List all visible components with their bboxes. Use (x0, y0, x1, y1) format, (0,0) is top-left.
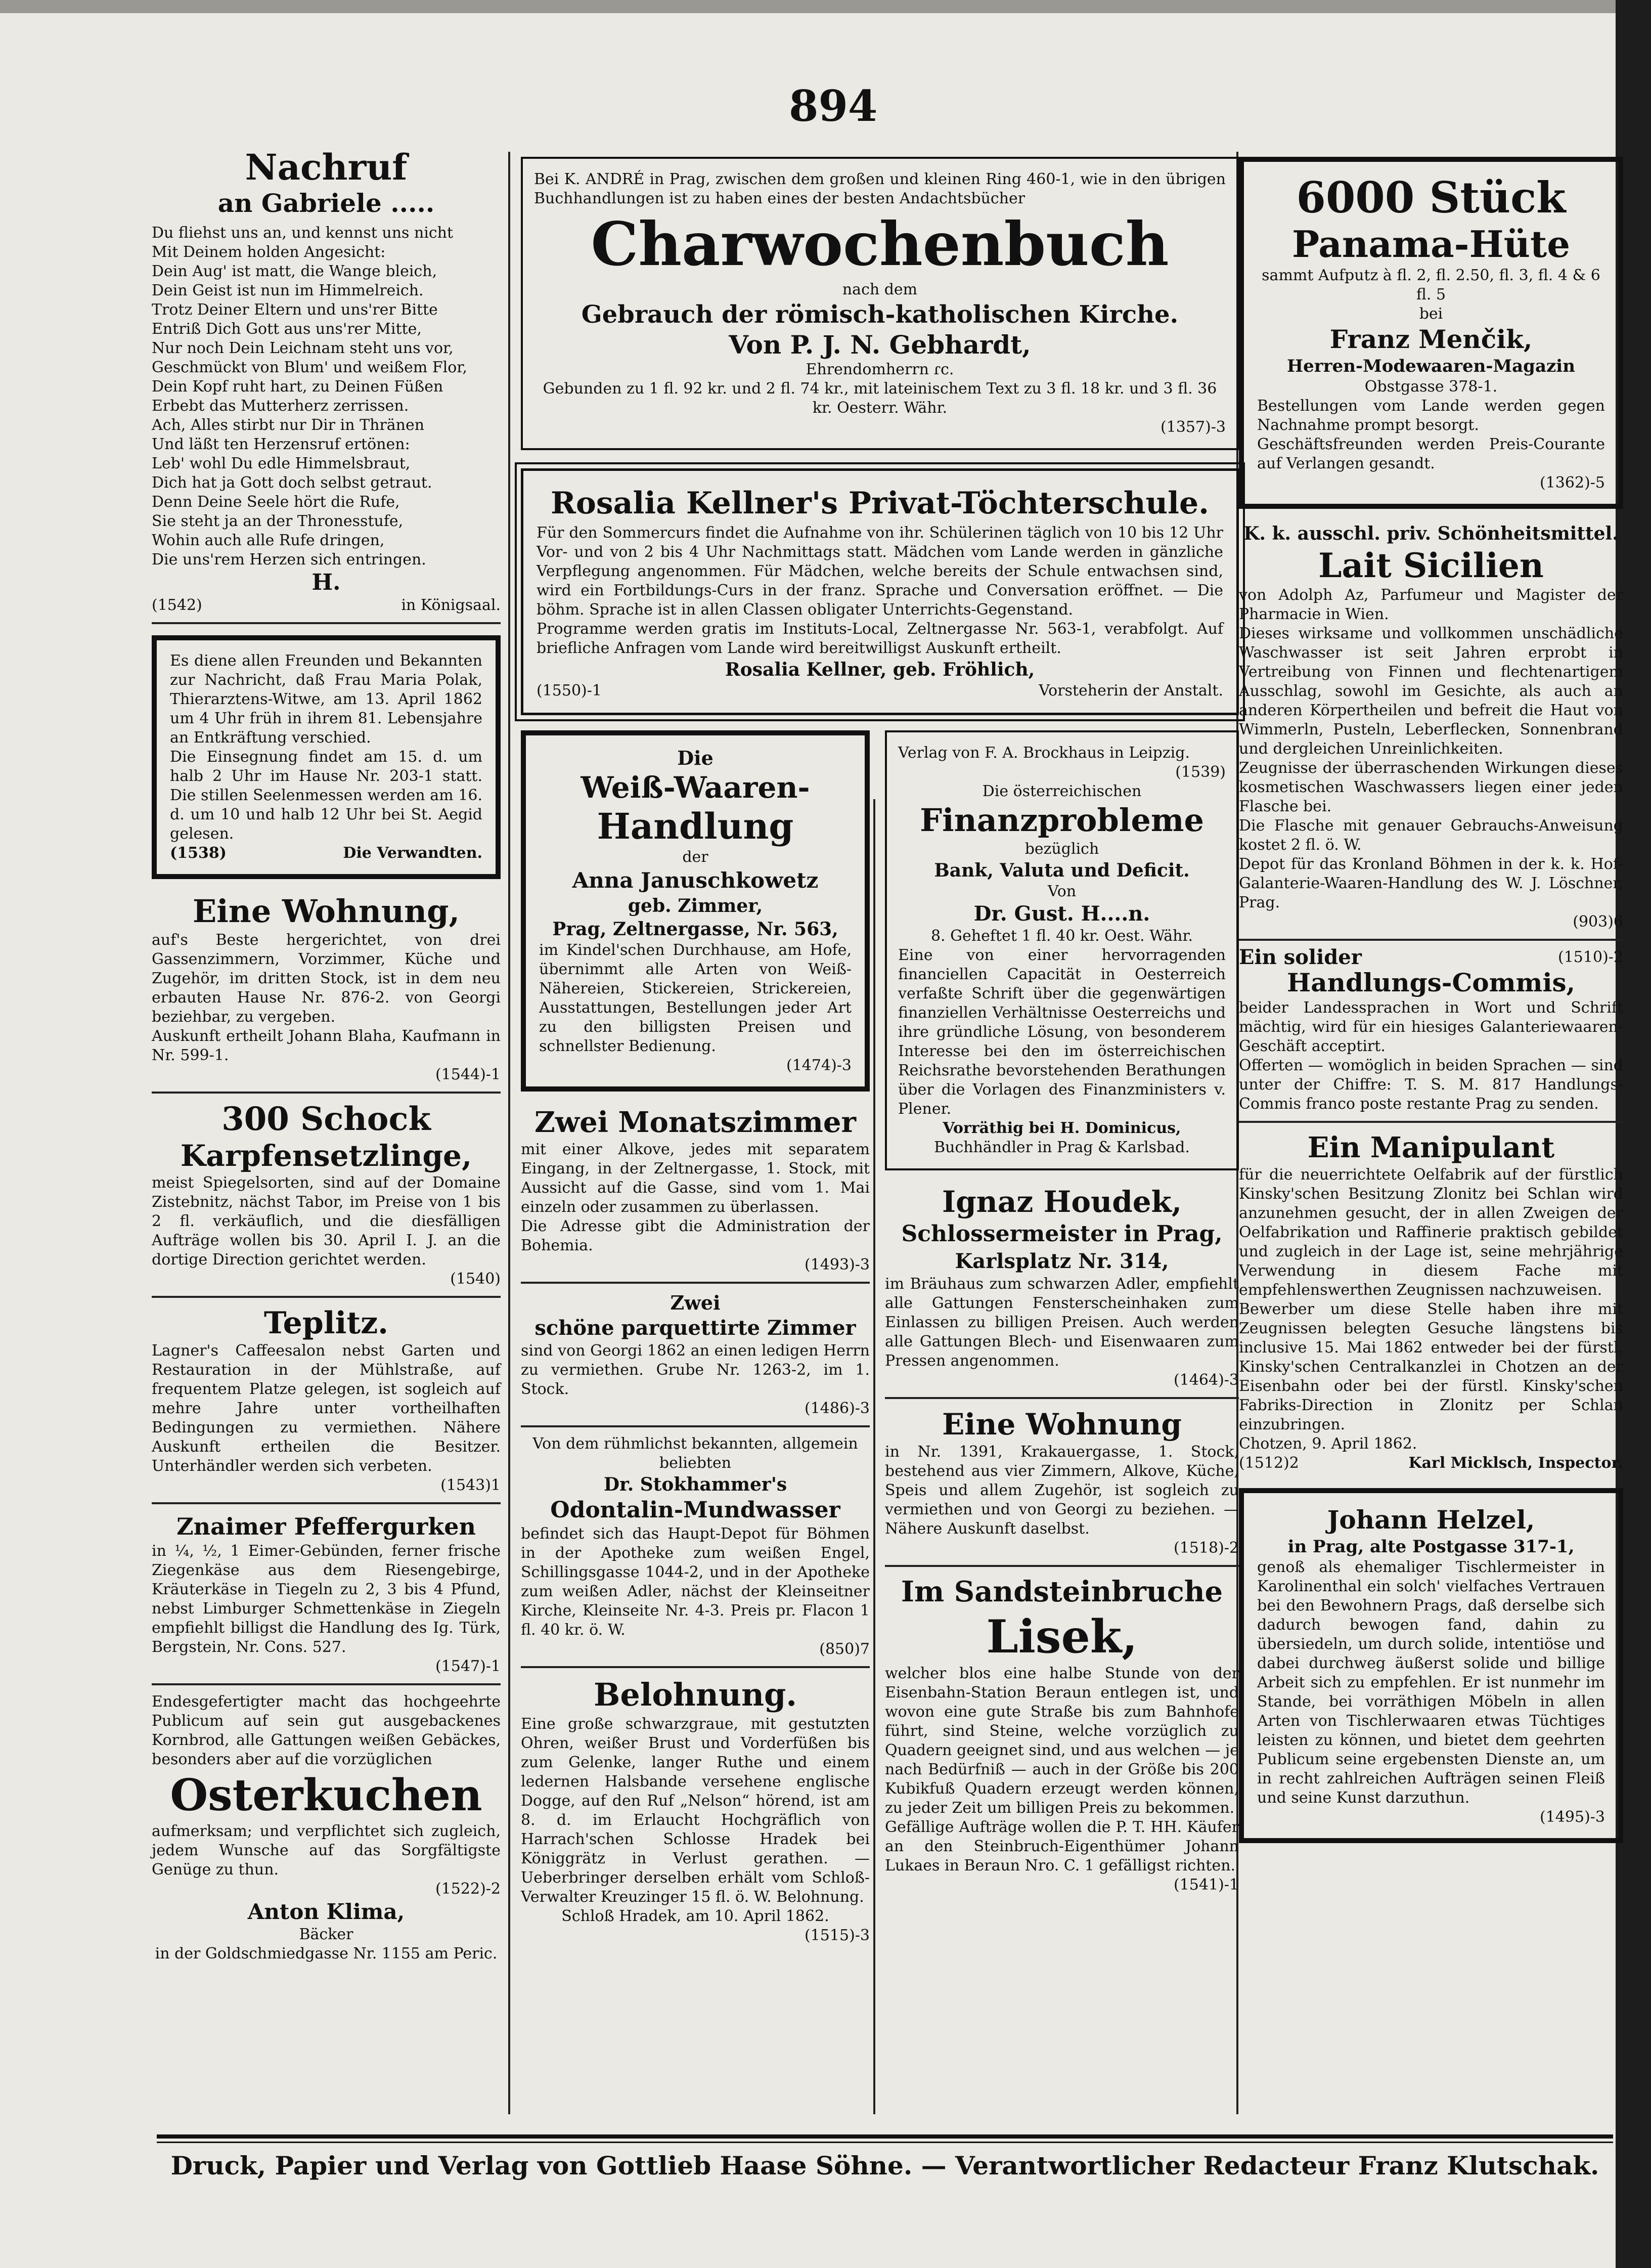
nachruf-initial: H. (311, 570, 341, 595)
lisek-ref: (1541)-1 (1174, 1876, 1239, 1894)
zwei-monat-text-2: Die Adresse gibt die Administration der Bohemia. (521, 1217, 870, 1254)
lisek-title: Im Sandsteinbruche (901, 1575, 1223, 1608)
houdek-title: Ignaz Houdek, (942, 1185, 1182, 1219)
lait-text: von Adolph Az, Parfumeur und Magister der Pharmacie in Wien. (1239, 586, 1623, 623)
belohnung-ref: (1515)-3 (805, 1927, 870, 1944)
ad-weisswaaren (521, 730, 870, 1092)
weiss-geb: geb. Zimmer, (628, 895, 763, 917)
houdek-text: im Bräuhaus zum schwarzen Adler, empfiehlt alle Gattungen Fensterscheinhaken zum Einlassen zu billigen Preisen. Auch werden alle Gattungen Blech- und Eisenwaaren zum Pressen angenommen. (885, 1275, 1239, 1370)
ad-zwei-monatszimmer (521, 1105, 870, 1275)
karpfen-ref: (1540) (450, 1270, 501, 1288)
panama-bei: bei (1419, 305, 1443, 323)
polak-sign: Die Verwandten. (343, 844, 482, 862)
helzel-ref: (1495)-3 (1540, 1808, 1605, 1826)
odontalin-ref: (850)7 (819, 1640, 870, 1658)
column-2-lower (521, 730, 1239, 2056)
poem-line: Die uns'rem Herzen sich entringen. (152, 551, 426, 569)
poem-line: Leb' wohl Du edle Himmelsbraut, (152, 455, 411, 472)
ad-osterkuchen (152, 1692, 501, 1964)
ad-znaimer (152, 1511, 501, 1676)
ad-finanzprobleme (885, 730, 1239, 1170)
wohnung-text-2: Auskunft ertheilt Johann Blaha, Kaufmann in Nr. 599-1. (152, 1027, 501, 1064)
poem-line: Trotz Deiner Eltern und uns'rer Bitte (152, 301, 438, 319)
houdek-addr: Karlsplatz Nr. 314, (955, 1249, 1169, 1273)
zwei-monat-ref: (1493)-3 (805, 1256, 870, 1274)
commis-text-2: Offerten — womöglich in beiden Sprachen — sind unter der Chiffre: T. S. M. 817 Handlungs-Commis franco poste restante Prag zu senden. (1239, 1057, 1623, 1113)
divider (521, 1666, 870, 1668)
divider (885, 1397, 1239, 1399)
manipulant-title: Ein Manipulant (1307, 1131, 1555, 1164)
zwei-parquet-title-2: schöne parquettirte Zimmer (534, 1316, 856, 1340)
panama-text: sammt Aufputz à fl. 2, fl. 2.50, fl. 3, fl. 4 & 6 fl. 5 (1262, 267, 1600, 303)
poem-line: Wohin auch alle Rufe dringen, (152, 532, 385, 549)
andre-ref: (1357)-3 (1161, 418, 1226, 436)
ad-lisek (885, 1574, 1239, 1895)
manipulant-text-2: Bewerber um diese Stelle haben ihre mit Zeugnissen belegten Gesuche längstens bis inclusive 15. Mai 1862 entweder bei der fürstl. Kinsky'schen Centralkanzlei in Chotzen an der Eisenbahn oder bei der fürstl. Kinsky'schen Fabriks-Direction in Zlonitz per Schlan einzubringen. (1239, 1300, 1623, 1433)
kellner-text-2: Programme werden gratis im Instituts-Local, Zeltnergasse Nr. 563-1, verabfolgt. Auf briefliche Anfragen vom Lande wird bereitwilligst Auskunft ertheilt. (537, 620, 1223, 657)
divider (152, 1296, 501, 1298)
poem-line: Mit Deinem holden Angesicht: (152, 243, 386, 261)
column-2-right (885, 730, 1239, 1895)
teplitz-text: Lagner's Caffeesalon nebst Garten und Restauration in der Mühlstraße, auf frequentem Platze gelegen, ist sogleich auf mehre Jahre unter vortheilhaften Bedingungen zu vermiethen. Nähere Auskunft ertheilen die Besitzer. Unterhändler werden sich verbeten. (152, 1342, 501, 1475)
weiss-title-2: Handlung (597, 805, 794, 847)
polak-ref: (1538) (170, 844, 227, 862)
znaimer-title: Znaimer Pfeffergurken (176, 1513, 476, 1540)
column-2-left (521, 730, 870, 1945)
poem-line: Dein Aug' ist matt, die Wange bleich, (152, 263, 437, 280)
column-3 (1239, 157, 1623, 1843)
kellner-title: Rosalia Kellner's Privat-Töchterschule. (550, 486, 1210, 521)
andre-title: Charwochenbuch (591, 209, 1169, 279)
wohnung-title: Eine Wohnung, (192, 893, 460, 930)
divider (1239, 1121, 1623, 1123)
odontalin-intro: Von dem rühmlichst bekannten, allgemein beliebten (532, 1435, 858, 1472)
kellner-text: Für den Sommercurs findet die Aufnahme von ihr. Schülerinen täglich von 10 bis 12 Uhr Vor- und von 2 bis 4 Uhr Nachmittags statt. Mädchen vom Lande werden in gänzliche Verpflegung angenommen. Für Mädchen, welche bereits der Schule entwachsen sind, wird ein Fortbildungs-Curs in der franz. Sprache und Conversation eröffnet. — Die böhm. Sprache ist in allen Classen obligater Unterrichts-Gegenstand. (537, 524, 1223, 619)
zwei-parquet-text: sind von Georgi 1862 an einen ledigen Herrn zu vermiethen. Grube Nr. 1263-2, im 1. Stock. (521, 1342, 870, 1398)
ad-helzel (1239, 1488, 1623, 1843)
oster-addr: in der Goldschmiedgasse Nr. 1155 am Peric. (155, 1945, 498, 1962)
weiss-der: der (682, 848, 708, 866)
panama-addr: Obstgasse 378-1. (1364, 378, 1498, 396)
poem-line: Dich hat ja Gott doch selbst getraut. (152, 474, 432, 492)
ad-belohnung (521, 1675, 870, 1945)
commis-ref: (1510)-2 (1558, 948, 1623, 966)
helzel-title: Johann Helzel, (1327, 1505, 1535, 1535)
wohnung2-ref: (1518)-2 (1174, 1539, 1239, 1557)
manipulant-sign: Karl Micklsch, Inspector. (1408, 1454, 1623, 1472)
manipulant-text: für die neuerrichtete Oelfabrik auf der fürstlich Kinsky'schen Besitzung Zlonitz bei Schlan wird anzunehmen gesucht, der in allen Zweigen der Oelfabrikation und Raffinerie praktisch gebildet und zugleich in der Lage ist, seine mehrjährige Verwendung in diesem Fache mit empfehlenswerthen Zeugnissen nachzuweisen. (1239, 1166, 1623, 1299)
commis-text: beider Landessprachen in Wort und Schrift mächtig, wird für ein hiesiges Galanteriewaaren-Geschäft acceptirt. (1239, 999, 1623, 1055)
column-2 (521, 157, 1239, 2056)
panama-title-2: Panama-Hüte (1291, 223, 1571, 266)
ad-lait-sicilien (1239, 522, 1623, 932)
poem-line: Denn Deine Seele hört die Rufe, (152, 493, 400, 511)
finanz-sub: Bank, Valuta und Deficit. (934, 860, 1190, 881)
lisek-text: welcher blos eine halbe Stunde von der Eisenbahn-Station Beraun entlegen ist, und wovon eine gute Straße bis zum Bahnhofe führt, sind Steine, welche vorzüglich zu Quadern geeignet sind, und aus welchen — je nach Bedürfniß — auch in der Größe bis 200 Kubikfuß Quadern erzeugt werden können, zu jeder Zeit um billigen Preis zu bekommen. (885, 1665, 1239, 1817)
weiss-title: Weiß-Waaren- (581, 770, 810, 805)
ad-houdek (885, 1184, 1239, 1390)
weiss-die: Die (677, 747, 713, 769)
divider (152, 1502, 501, 1504)
andre-role: Ehrendomherrn ɾc. (806, 361, 954, 378)
lisek-text-2: Gefällige Aufträge wollen die P. T. HH. Käufer an den Steinbruch-Eigenthümer Johann Lukaes in Beraun Nro. C. 1 gefälligst richten. (885, 1818, 1239, 1874)
znaimer-ref: (1547)-1 (435, 1658, 501, 1675)
nachruf-subtitle: an Gabriele ..... (217, 188, 435, 218)
helzel-addr: in Prag, alte Postgasse 317-1, (1287, 1537, 1575, 1557)
poem-line: Erbebt das Mutterherz zerrissen. (152, 397, 409, 415)
ad-commis (1239, 945, 1623, 1114)
finanz-vorrath-2: Buchhändler in Prag & Karlsbad. (934, 1139, 1190, 1156)
karpfen-title: 300 Schock (221, 1100, 431, 1138)
column-rule-left (508, 152, 510, 2114)
ad-andre (521, 157, 1239, 450)
nachruf-title: Nachruf (245, 146, 408, 188)
commis-title-2: Handlungs-Commis, (1286, 968, 1576, 997)
znaimer-text: in ¼, ½, 1 Eimer-Gebünden, ferner frische Ziegenkäse aus dem Riesengebirge, Kräuterkäse in Tiegeln zu 2, 3 bis 4 Pfund, nebst Limburger Schmettenkäse in Ziegeln empfiehlt billigst die Handlung des Ig. Türk, Bergstein, Nr. Cons. 527. (152, 1542, 501, 1656)
scan-top-edge (0, 0, 1616, 13)
ad-manipulant (1239, 1130, 1623, 1473)
divider (521, 1425, 870, 1427)
finanz-author: Dr. Gust. H....n. (973, 902, 1150, 926)
wohnung2-title: Eine Wohnung (942, 1407, 1182, 1442)
finanz-bez: bezüglich (1024, 840, 1099, 858)
ad-odontalin (521, 1434, 870, 1659)
lait-text-3: Zeugnisse der überraschenden Wirkungen dieses kosmetischen Waschwassers liegen einer jeden Flasche bei. (1239, 759, 1623, 815)
poem-line: Geschmückt von Blum' und weißem Flor, (152, 359, 467, 376)
wohnung-text: auf's Beste hergerichtet, von drei Gassenzimmern, Vorzimmer, Küche und Zugehör, im dritten Stock, ist in dem neu erbauten Hause Nr. 876-2. von Georgi beziehbar, zu vergeben. (152, 931, 501, 1026)
oster-text: aufmerksam; und verpflichtet sich zugleich, jedem Wunsche auf das Sorgfältigste Genüge zu thun. (152, 1822, 501, 1879)
ad-kellner (521, 468, 1239, 715)
poem-line: Du fliehst uns an, und kennst uns nicht (152, 224, 454, 242)
panama-name: Franz Menčik, (1329, 324, 1533, 354)
belohnung-title: Belohnung. (593, 1676, 797, 1713)
divider (521, 1282, 870, 1284)
kellner-sign: Rosalia Kellner, geb. Fröhlich, (725, 659, 1035, 680)
panama-shop: Herren-Modewaaren-Magazin (1287, 356, 1575, 376)
andre-nach: nach dem (842, 281, 918, 298)
ad-wohnung (152, 892, 501, 1084)
wohnung2-text: in Nr. 1391, Krakauergasse, 1. Stock, bestehend aus vier Zimmern, Alkove, Küche, Speis und allem Zugehör, ist sogleich zu vermiethen und von Georgi zu beziehen. — Nähere Auskunft daselbst. (885, 1443, 1239, 1538)
weiss-text: im Kindel'schen Durchhause, am Hofe, übernimmt alle Arten von Weiß-Nähereien, Stickereien, Strickereien, Ausstattungen, Bestellungen jeder Art zu den billigsten Preisen und schnellster Bedienung. (539, 941, 852, 1055)
finanz-price: 8. Geheftet 1 fl. 40 kr. Oest. Währ. (930, 927, 1193, 945)
polak-text: Es diene allen Freunden und Bekannten zur Nachricht, daß Frau Maria Polak, Thierarztens-Witwe, am 13. April 1862 um 4 Uhr früh in ihrem 81. Lebensjahre an Entkräftung verschied. (170, 652, 482, 747)
lait-ref: (903)6 (1573, 913, 1623, 931)
lait-text-5: Depot für das Kronland Böhmen in der k. k. Hof-Galanterie-Waaren-Handlung des W. J. Löschner, Prag. (1239, 855, 1623, 911)
panama-text-3: Geschäftsfreunden werden Preis-Courante auf Verlangen gesandt. (1257, 435, 1605, 472)
divider (152, 1092, 501, 1094)
divider (885, 1565, 1239, 1567)
zwei-monat-title: Zwei Monatszimmer (534, 1106, 856, 1139)
oster-name: Anton Klima, (247, 1899, 405, 1924)
ad-zwei-parquet (521, 1291, 870, 1418)
manipulant-ref: (1512)2 (1239, 1454, 1299, 1472)
ad-teplitz (152, 1305, 501, 1495)
oster-intro: Endesgefertigter macht das hochgeehrte Publicum auf sein gut ausgebackenes Kornbrod, alle Gattungen weißen Gebäckes, besonders aber auf die vorzüglichen (152, 1693, 501, 1768)
ad-karpfen (152, 1101, 501, 1289)
andre-sub: Gebrauch der römisch-katholischen Kirche. (581, 300, 1179, 329)
oster-ref: (1522)-2 (435, 1880, 501, 1898)
nachruf-ref: (1542) (152, 596, 202, 614)
oster-title: Osterkuchen (170, 1770, 482, 1821)
footer-rule-thin (157, 2142, 1613, 2143)
finanz-von: Von (1047, 883, 1077, 900)
houdek-ref: (1464)-3 (1174, 1371, 1239, 1389)
ad-panama (1239, 157, 1623, 509)
poem-line: Dein Kopf ruht hart, zu Deinen Füßen (152, 378, 443, 396)
lisek-title-2: Lisek, (986, 1610, 1138, 1664)
karpfen-text: meist Spiegelsorten, sind auf der Domaine Zistebnitz, nächst Tabor, im Preise von 1 bis 2 fl. verkäuflich, und die diesfälligen Aufträge wollen bis 30. April I. J. an die dortige Direction gerichtet werden. (152, 1174, 501, 1269)
lait-intro: K. k. ausschl. priv. Schönheitsmittel. (1243, 523, 1619, 544)
ad-nachruf (152, 147, 501, 615)
poem-line: Sie steht ja an der Thronesstufe, (152, 512, 404, 530)
teplitz-title: Teplitz. (263, 1305, 389, 1341)
column-1 (152, 147, 501, 1964)
nachruf-place: in Königsaal. (401, 596, 501, 614)
karpfen-title-2: Karpfensetzlinge, (180, 1139, 472, 1173)
poem-line: Und läßt ten Herzensruf ertönen: (152, 435, 410, 453)
zwei-monat-text: mit einer Alkove, jedes mit separatem Eingang, in der Zeltnergasse, 1. Stock, mit Aussicht auf die Gasse, sind vom 1. Mai einzeln oder zusammen zu überlassen. (521, 1141, 870, 1216)
zwei-parquet-ref: (1486)-3 (805, 1400, 870, 1417)
finanz-text: Eine von einer hervorragenden financiellen Capacität in Oesterreich verfaßte Schrift über die gegenwärtigen finanziellen Verhältnisse Oesterreichs und ihre gründliche Lösung, von besonderem Interesse bei den im österreichischen Reichsrathe bevorstehenden Berathungen über die Vorlagen des Finanzministers v. Plener. (898, 946, 1226, 1118)
page-number: 894 (789, 81, 878, 131)
teplitz-ref: (1543)1 (440, 1476, 501, 1494)
finanz-vorrath: Vorräthig bei H. Dominicus, (943, 1119, 1181, 1137)
finanz-title: Finanzprobleme (920, 802, 1204, 839)
odontalin-name: Dr. Stokhammer's (603, 1474, 787, 1495)
weiss-name: Anna Januschkowetz (572, 868, 819, 893)
polak-text-2: Die Einsegnung findet am 15. d. um halb 2 Uhr im Hause Nr. 203-1 statt. Die stillen Seelenmessen werden am 16. d. um 10 und halb 12 Uhr bei St. Aegid gelesen. (170, 748, 482, 843)
panama-ref: (1362)-5 (1540, 474, 1605, 492)
ad-wohnung-2 (885, 1406, 1239, 1558)
weiss-addr: Prag, Zeltnergasse, Nr. 563, (552, 919, 838, 940)
divider (1239, 939, 1623, 941)
ad-polak (152, 635, 501, 879)
poem-line: Dein Geist ist nun im Himmelreich. (152, 282, 424, 299)
houdek-sub: Schlossermeister in Prag, (901, 1221, 1223, 1247)
poem-line: Ach, Alles stirbt nur Dir in Thränen (152, 416, 425, 434)
andre-intro: Bei K. ANDRÉ in Prag, zwischen dem großen und kleinen Ring 460-1, wie in den übrigen Buchhandlungen ist zu haben eines der besten Andachtsbücher (534, 170, 1226, 207)
oster-role: Bäcker (299, 1926, 353, 1943)
wohnung-ref: (1544)-1 (435, 1066, 501, 1083)
panama-title: 6000 Stück (1296, 172, 1566, 223)
lait-text-2: Dieses wirksame und vollkommen unschädliche Waschwasser ist seit Jahren erprobt in Vertreibung von Finnen und flechtenartigem Ausschlag, sowohl im Gesichte, als auch an anderen Körpertheilen und befreit die Haut von Wimmerln, Pusteln, Leberflecken, Sonnenbrand und dergleichen Unreinlichkeiten. (1239, 625, 1623, 758)
odontalin-title: Odontalin-Mundwasser (550, 1497, 840, 1523)
zwei-parquet-title: Zwei (670, 1291, 721, 1314)
poem-line: Nur noch Dein Leichnam steht uns vor, (152, 339, 454, 357)
odontalin-text: befindet sich das Haupt-Depot für Böhmen in der Apotheke zum weißen Engel, Schillingsgasse 1044-2, und in der Apotheke zum weißen Adler, nächst der Kleinseitner Kirche, Kleinseite Nr. 4-3. Preis pr. Flacon 1 fl. 40 kr. ö. W. (521, 1525, 870, 1639)
poem-line: Entriß Dich Gott aus uns'rer Mitte, (152, 320, 422, 338)
finanz-ref: (1539) (1175, 763, 1226, 781)
finanz-die: Die österreichischen (982, 782, 1142, 800)
belohnung-text: Eine große schwarzgraue, mit gestutzten Ohren, weißer Brust und Vorderfüßen bis zum Gelenke, langer Ruthe und einem ledernen Halsbande versehene englische Dogge, auf den Ruf „Nelson“ hörend, ist am 8. d. im Erlaucht Hochgräflich von Harrach'schen Schlosse Hradek bei Königgrätz in Verlust gerathen. — Ueberbringer derselben erhält vom Schloß-Verwalter Kreuzinger 15 fl. ö. W. Belohnung. (521, 1715, 870, 1906)
lait-text-4: Die Flasche mit genauer Gebrauchs-Anweisung kostet 2 fl. ö. W. (1239, 817, 1623, 854)
footer-rule (157, 2134, 1613, 2139)
divider (152, 1683, 501, 1685)
imprint-footer: Druck, Papier und Verlag von Gottlieb Haase Söhne. — Verantwortlicher Redacteur Franz Klutschak. (170, 2151, 1599, 2180)
helzel-text: genoß als ehemaliger Tischlermeister in Karolinenthal ein solch' vielfaches Vertrauen bei den Bewohnern Prags, daß derselbe sich dadurch bewogen fand, dahin zu übersiedeln, um durch solide, intentiöse und dabei durchweg äußerst solide und billige Arbeit sich zu empfehlen. Er ist nunmehr im Stande, bei vorräthigen Möbeln in allen Arten von Tischlerwaaren etwas Tüchtiges leisten zu können, und bietet dem geehrten Publicum seine ergebensten Dienste an, um in recht zahlreichen Aufträgen seinen Fleiß und seine Kunst darzuthun. (1257, 1558, 1605, 1807)
divider (152, 622, 501, 624)
panama-text-2: Bestellungen vom Lande werden gegen Nachnahme prompt besorgt. (1257, 397, 1605, 434)
andre-price: Gebunden zu 1 fl. 92 kr. und 2 fl. 74 kr., mit lateinischem Text zu 3 fl. 18 kr. und 3 fl. 36 kr. Oesterr. Währ. (543, 380, 1217, 417)
lait-title: Lait Sicilien (1318, 546, 1544, 585)
weiss-ref: (1474)-3 (786, 1057, 852, 1074)
kellner-ref: (1550)-1 (537, 682, 602, 700)
manipulant-place: Chotzen, 9. April 1862. (1239, 1435, 1417, 1453)
commis-title: Ein solider (1239, 945, 1362, 969)
andre-author: Von P. J. N. Gebhardt, (729, 330, 1031, 360)
kellner-role: Vorsteherin der Anstalt. (1039, 682, 1223, 700)
finanz-verlag: Verlag von F. A. Brockhaus in Leipzig. (898, 744, 1190, 762)
belohnung-place: Schloß Hradek, am 10. April 1862. (561, 1907, 829, 1925)
